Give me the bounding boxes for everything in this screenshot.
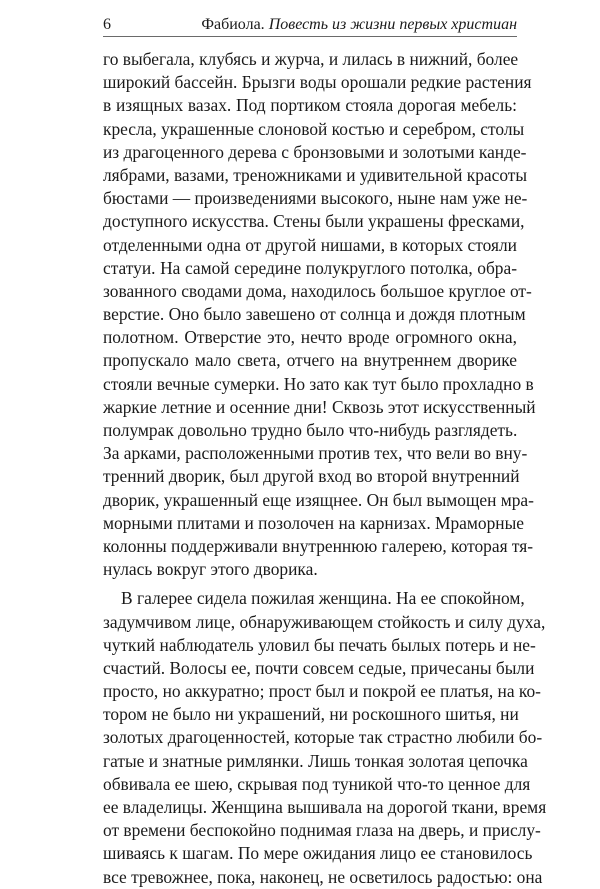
text-line: задумчивом лице, обнаруживающем стойкость и силу духа, bbox=[103, 611, 546, 632]
text-line: широкий бассейн. Брызги воды орошали редкие растения bbox=[103, 72, 532, 93]
text-line: ее владелицы. Женщина вышивала на дорогой ткани, время bbox=[103, 797, 547, 817]
text-line: полумрак довольно трудно было что-нибудь разглядеть. bbox=[103, 420, 518, 440]
text-line: из драгоценного дерева с бронзовыми и золотыми канде- bbox=[103, 141, 527, 162]
text-line: счастий. Волосы ее, почти совсем седые, причесаны были bbox=[103, 657, 535, 678]
text-line: статуи. На самой середине полукруглого потолка, обра- bbox=[103, 257, 517, 278]
text-line: жаркие летние и осенние дни! Сквозь этот искусственный bbox=[103, 396, 536, 417]
text-line: верстие. Оно было завешено от солнца и дождя плотным bbox=[103, 304, 526, 325]
text-line: лябрами, вазами, треножниками и удивительной красоты bbox=[103, 164, 528, 185]
text-line: шиваясь к шагам. По мере ожидания лицо ее становилось bbox=[103, 843, 533, 864]
text-line: обвивала ее шею, скрывая под туникой что-то ценное для bbox=[103, 773, 531, 794]
text-line: золотых драгоценностей, которые так страстно любили бо- bbox=[103, 727, 543, 748]
text-line: го выбегала, клубясь и журча, и лилась в нижний, более bbox=[103, 49, 519, 69]
paragraph bbox=[103, 587, 547, 888]
text-line: чуткий наблюдатель уловил бы печать былых потерь и не- bbox=[103, 634, 536, 655]
text-line: гатые и знатные римлянки. Лишь тонкая золотая цепочка bbox=[103, 750, 528, 771]
text-line: отделенными одна от другой нишами, в которых стояли bbox=[103, 234, 517, 255]
text-line: тором не было ни украшений, ни роскошного шитья, ни bbox=[103, 704, 519, 725]
book-title: Фабиола. bbox=[201, 16, 265, 33]
text-line: кресла, украшенные слоновой костью и серебром, столы bbox=[103, 118, 525, 139]
text-line: просто, но аккуратно; прост был и покрой ее платья, на ко- bbox=[103, 681, 541, 702]
text-line: все тревожнее, пока, наконец, не осветилось радостью: она bbox=[103, 866, 543, 887]
text-line: бюстами — произведениями высокого, ныне нам уже не- bbox=[103, 188, 528, 209]
running-title bbox=[201, 15, 517, 35]
text-line: от времени беспокойно поднимая глаза на дверь, и прислу- bbox=[103, 820, 541, 841]
body-text bbox=[103, 48, 547, 889]
text-line: доступного искусства. Стены были украшены фресками, bbox=[103, 211, 525, 232]
text-line: тренний дворик, был другой вход во второй внутренний bbox=[103, 466, 520, 487]
text-line: пропускало мало света, отчего на внутреннем дворике bbox=[103, 350, 517, 371]
text-line: За арками, расположенными против тех, что вели во вну- bbox=[103, 443, 528, 464]
text-line: стояли вечные сумерки. Но зато как тут было прохладно в bbox=[103, 373, 534, 394]
text-line: в изящных вазах. Под портиком стояла дорогая мебель: bbox=[103, 95, 517, 116]
book-subtitle: Повесть из жизни первых христиан bbox=[268, 16, 517, 33]
page-number: 6 bbox=[103, 16, 111, 33]
text-line: полотном. Отверстие это, нечто вроде огромного окна, bbox=[103, 327, 517, 348]
running-header bbox=[103, 14, 517, 37]
text-line: нулась вокруг этого дворика. bbox=[103, 559, 318, 580]
text-line: В галерее сидела пожилая женщина. На ее спокойном, bbox=[121, 588, 525, 609]
text-line: колонны поддерживали внутреннюю галерею, которая тя- bbox=[103, 535, 534, 556]
text-line: морными плитами и позолочен на карнизах. Мраморные bbox=[103, 512, 525, 533]
text-line: дворик, украшенный еще изящнее. Он был вымощен мра- bbox=[103, 489, 534, 510]
paragraph bbox=[103, 48, 536, 581]
text-line: зованного сводами дома, находилось большое круглое от- bbox=[103, 280, 532, 301]
